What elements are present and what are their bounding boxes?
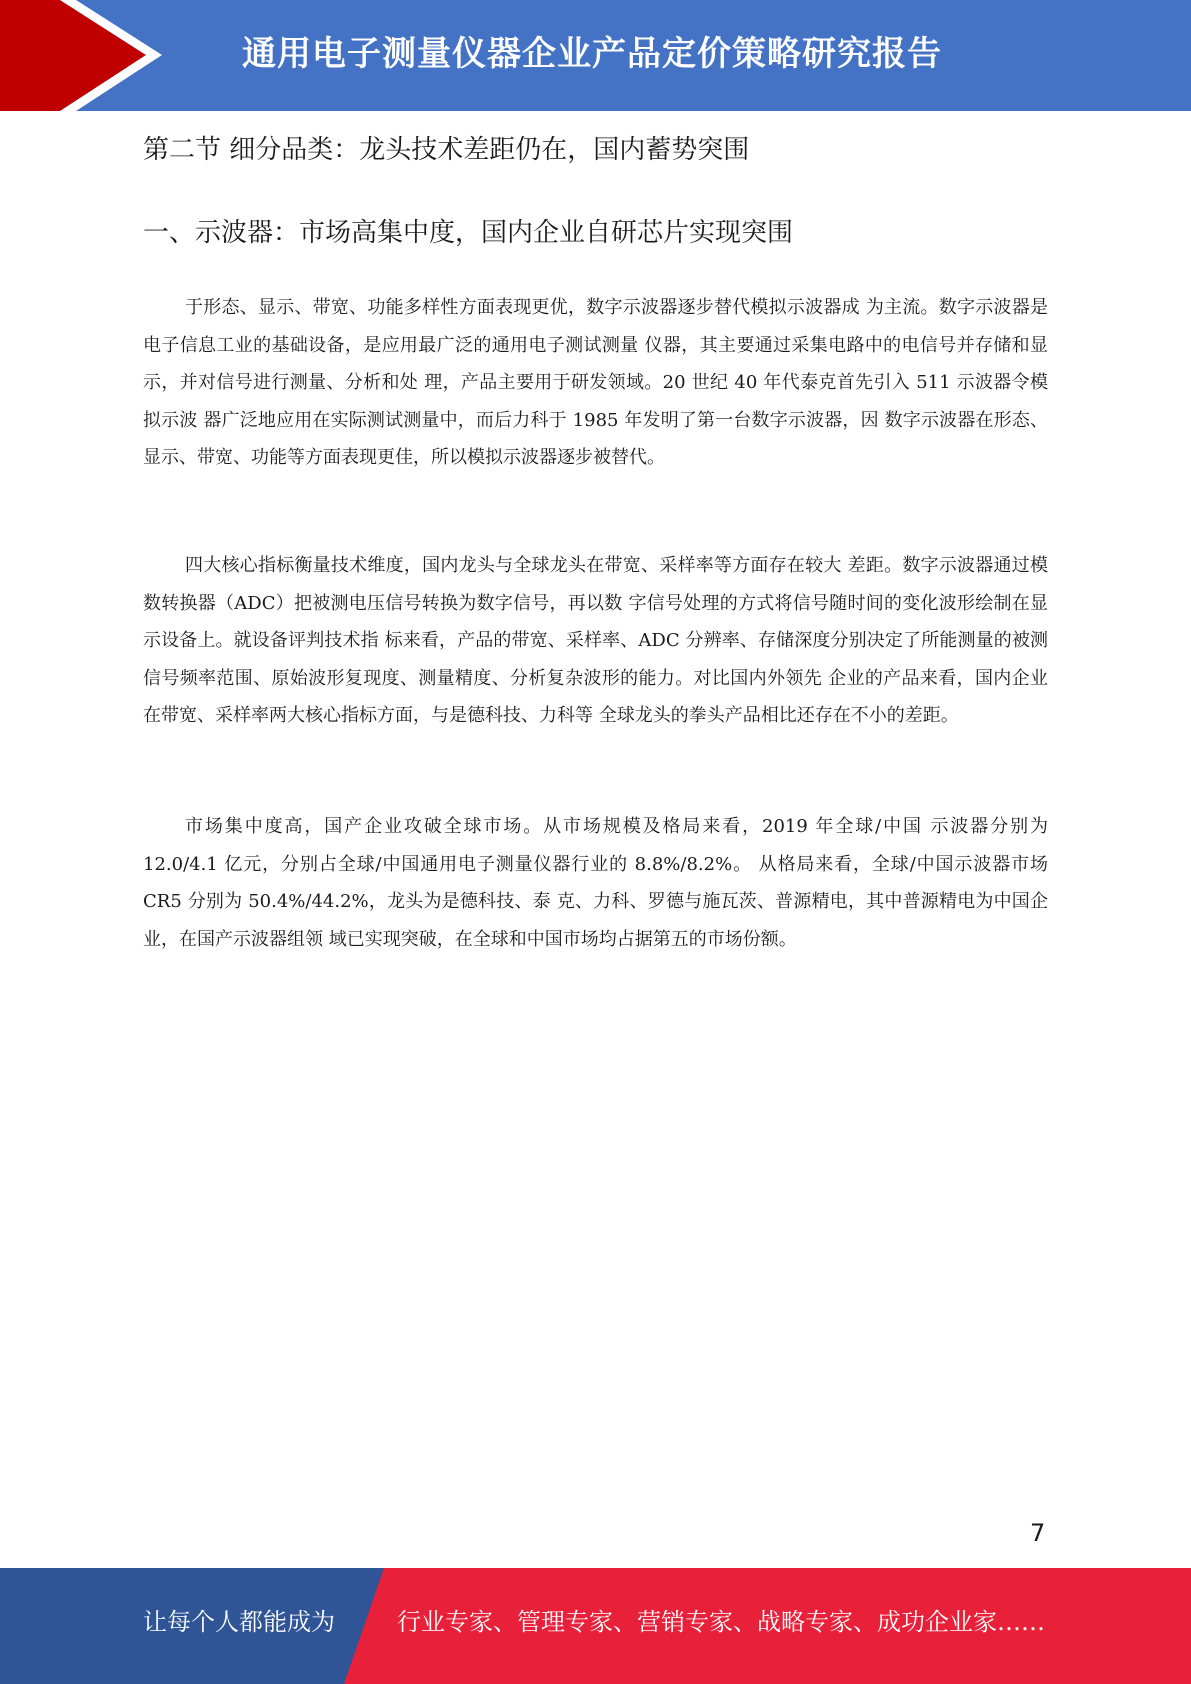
report-title: 通用电子测量仪器企业产品定价策略研究报告: [242, 34, 942, 74]
footer-slogan-right: 行业专家、管理专家、营销专家、战略专家、成功企业家……: [397, 1608, 1045, 1636]
page-number: 7: [1030, 1519, 1046, 1547]
body-paragraph-1: 于形态、显示、带宽、功能多样性方面表现更优，数字示波器逐步替代模拟示波器成 为主流。数字示波器是电子信息工业的基础设备，是应用最广泛的通用电子测试测量 仪器，其主要通过采集电路中的电信号并存储和显示，并对信号进行测量、分析和处 理，产品主要用于研发领域。20 世纪 40 年代泰克首先引入 511 示波器令模拟示波 器广泛地应用在实际测试测量中，而后力科于 1985 年发明了第一台数字示波器，因 数字示波器在形态、显示、带宽、功能等方面表现更佳，所以模拟示波器逐步被替代。: [143, 297, 1048, 469]
body-paragraph-2: 四大核心指标衡量技术维度，国内龙头与全球龙头在带宽、采样率等方面存在较大 差距。数字示波器通过模数转换器（ADC）把被测电压信号转换为数字信号，再以数 字信号处理的方式将信号随时间的变化波形绘制在显示设备上。就设备评判技术指 标来看，产品的带宽、采样率、ADC 分辨率、存储深度分别决定了所能测量的被测 信号频率范围、原始波形复现度、测量精度、分析复杂波形的能力。对比国内外领先 企业的产品来看，国内企业在带宽、采样率两大核心指标方面，与是德科技、力科等 全球龙头的拳头产品相比还存在不小的差距。: [143, 555, 1048, 727]
section-heading: 第二节 细分品类：龙头技术差距仍在，国内蓄势突围: [143, 135, 750, 165]
red-arrow-shape: [0, 0, 146, 111]
footer-banner: [0, 1568, 1191, 1684]
footer-slogan-left: 让每个人都能成为: [143, 1608, 335, 1636]
header-banner: [0, 0, 1191, 111]
subsection-heading: 一、示波器：市场高集中度，国内企业自研芯片实现突围: [143, 218, 794, 248]
body-paragraph-3: 市场集中度高，国产企业攻破全球市场。从市场规模及格局来看，2019 年全球/中国 示波器分别为 12.0/4.1 亿元，分别占全球/中国通用电子测量仪器行业的 8.8%/8.2%。 从格局来看，全球/中国示波器市场 CR5 分别为 50.4%/44.2%，龙头为是德科技、泰 克、力科、罗德与施瓦茨、普源精电，其中普源精电为中国企业，在国产示波器组领 域已实现突破，在全球和中国市场均占据第五的市场份额。: [143, 816, 1048, 950]
